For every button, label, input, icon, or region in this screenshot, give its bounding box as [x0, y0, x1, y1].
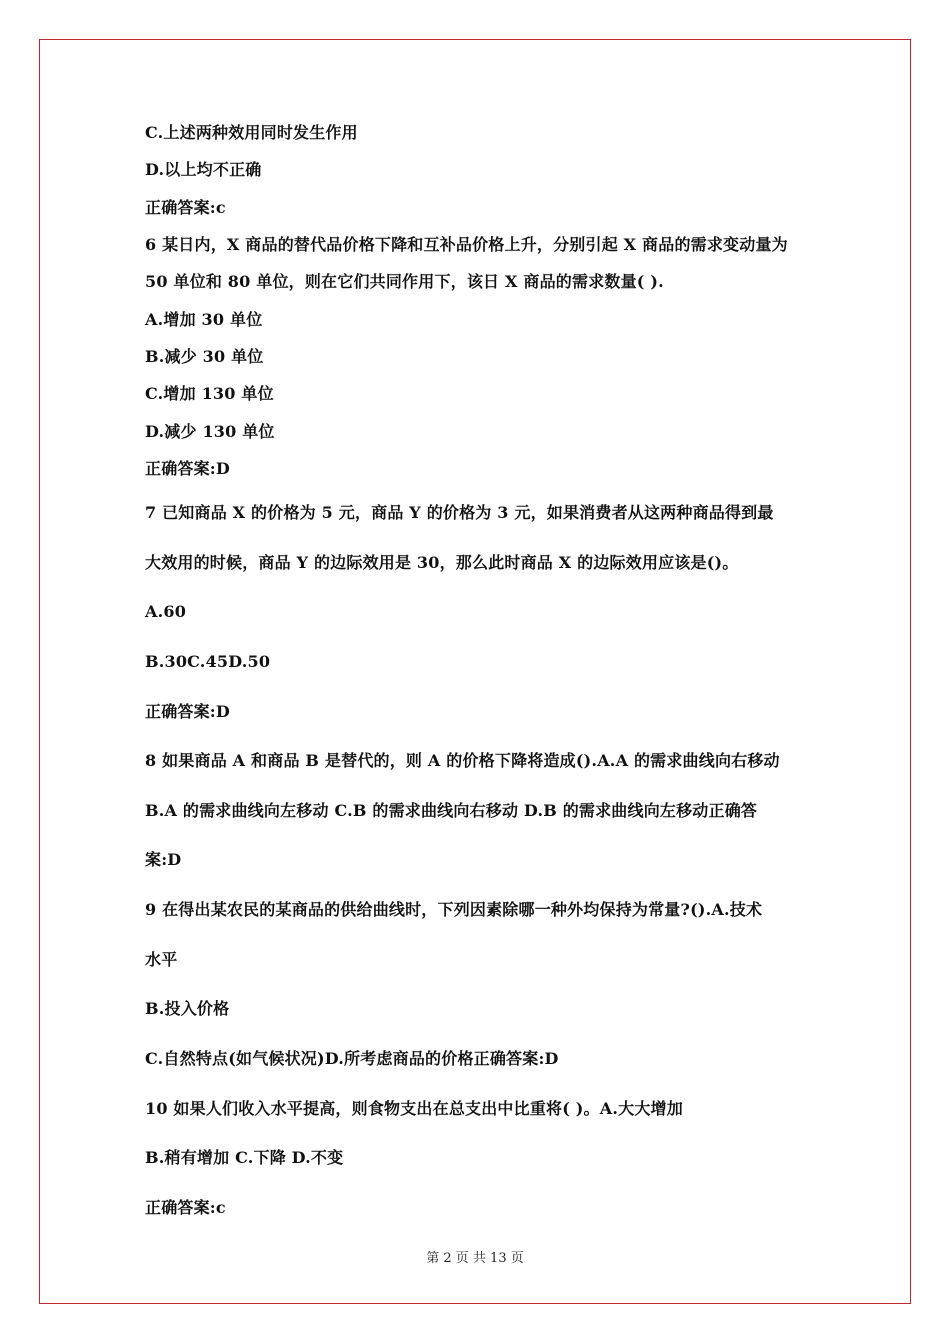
text-line: B.投入价格 — [145, 999, 230, 1018]
text-line: B.A 的需求曲线向左移动 C.B 的需求曲线向右移动 D.B 的需求曲线向左移动正确答 — [145, 801, 758, 820]
text-line: B.减少 30 单位 — [145, 347, 264, 366]
text-line: 正确答案:c — [145, 1198, 226, 1217]
text-line: B.30C.45D.50 — [145, 652, 271, 671]
text-line: 大效用的时候，商品 Y 的边际效用是 30，那么此时商品 X 的边际效用应该是()。 — [145, 553, 739, 572]
text-line: C.上述两种效用同时发生作用 — [145, 123, 358, 142]
text-line: 正确答案:c — [145, 198, 226, 217]
text-line: 正确答案:D — [145, 702, 230, 721]
text-line: D.以上均不正确 — [145, 160, 262, 179]
text-line: 案:D — [145, 850, 182, 869]
text-line: 7 已知商品 X 的价格为 5 元，商品 Y 的价格为 3 元，如果消费者从这两种商品得到最 — [145, 503, 774, 522]
text-line: 9 在得出某农民的某商品的供给曲线时，下列因素除哪一种外均保持为常量?().A.技术 — [145, 900, 763, 919]
text-line: 正确答案:D — [145, 459, 230, 478]
text-line: A.增加 30 单位 — [145, 310, 263, 329]
text-line: 水平 — [145, 950, 178, 969]
text-line: C.增加 130 单位 — [145, 384, 274, 403]
text-line: 50 单位和 80 单位，则在它们共同作用下，该日 X 商品的需求数量( ). — [145, 272, 664, 291]
text-line: A.60 — [145, 602, 187, 621]
text-line: C.自然特点(如气候状况)D.所考虑商品的价格正确答案:D — [145, 1049, 559, 1068]
page-number-footer: 第 2 页 共 13 页 — [426, 1251, 524, 1266]
text-line: 10 如果人们收入水平提高，则食物支出在总支出中比重将( )。A.大大增加 — [145, 1099, 683, 1118]
text-line: 8 如果商品 A 和商品 B 是替代的，则 A 的价格下降将造成().A.A 的需求曲线向右移动 — [145, 751, 780, 770]
text-line: 6 某日内，X 商品的替代品价格下降和互补品价格上升，分别引起 X 商品的需求变动量为 — [145, 235, 788, 254]
text-line: D.减少 130 单位 — [145, 422, 275, 441]
text-line: B.稍有增加 C.下降 D.不变 — [145, 1148, 344, 1167]
